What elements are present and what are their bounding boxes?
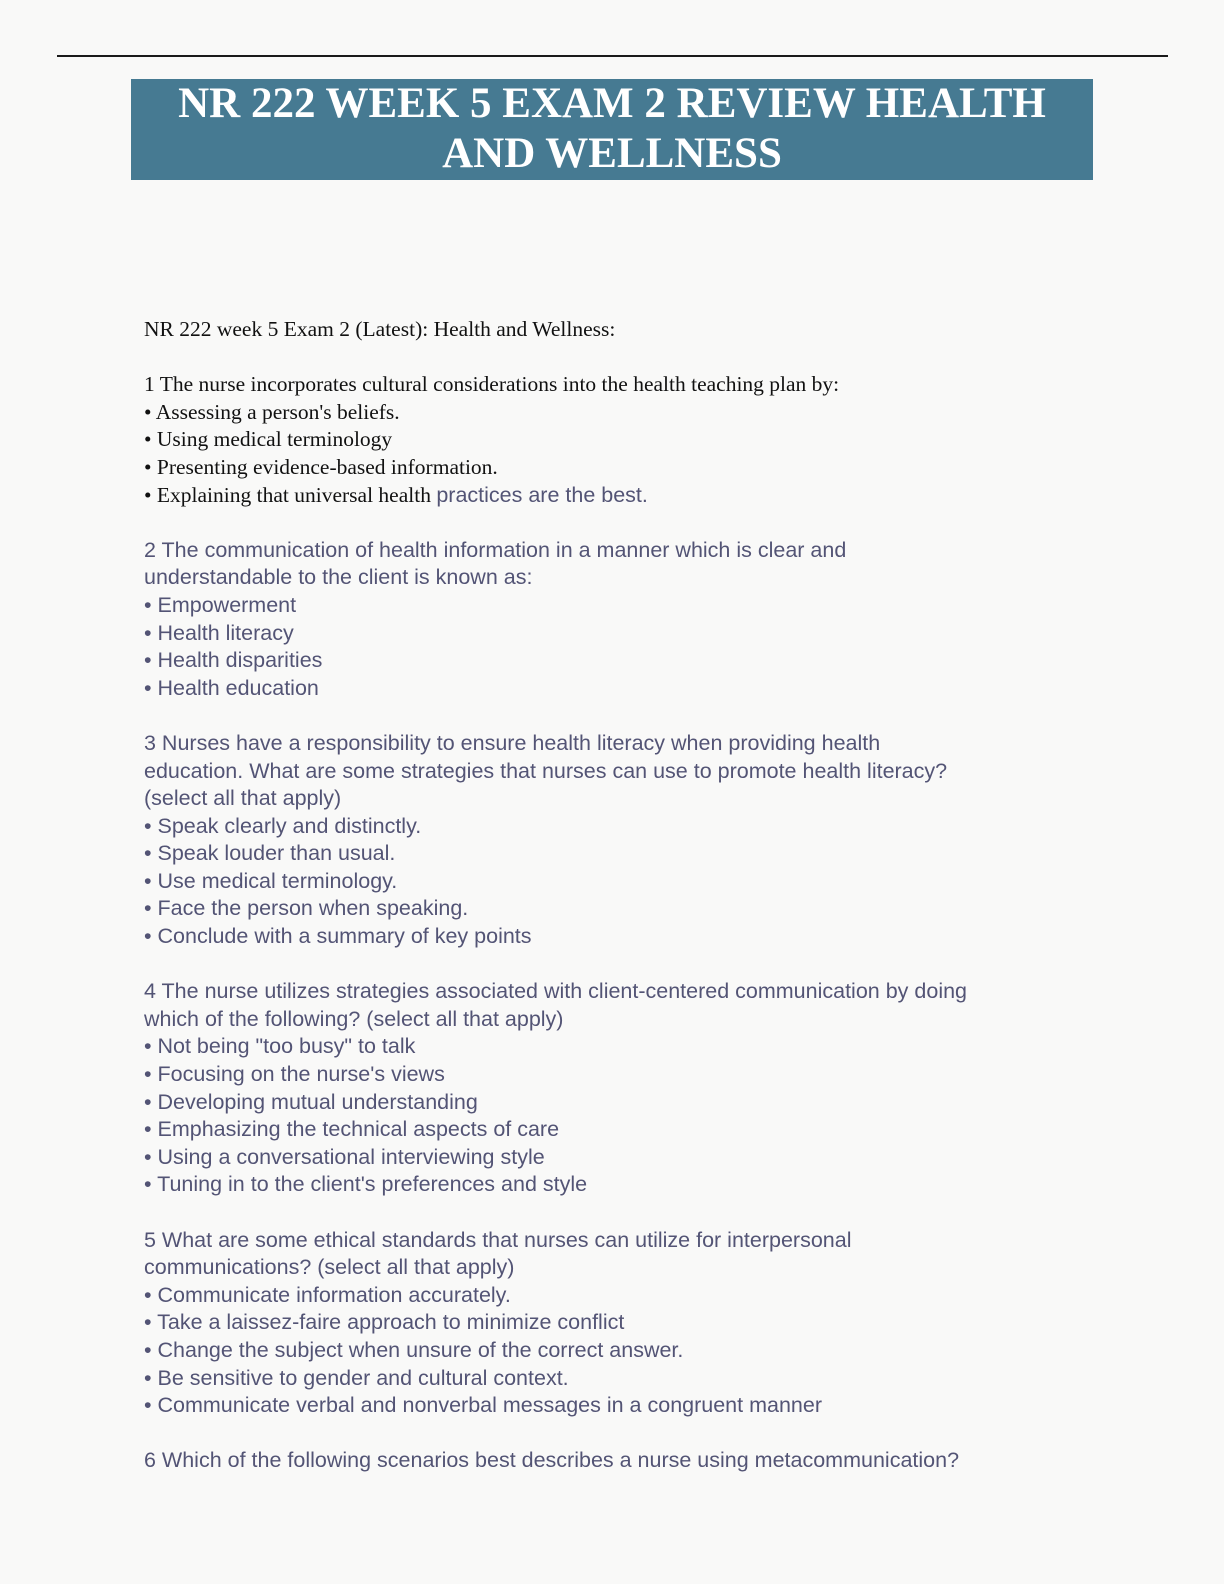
question-3-option: • Speak louder than usual. [144, 841, 396, 866]
question-2-option: • Empowerment [144, 592, 297, 617]
question-3-option: • Use medical terminology. [144, 868, 398, 893]
question-5-text: communications? (select all that apply) [144, 1255, 515, 1280]
question-1-text: 1 The nurse incorporates cultural considerations into the health teaching plan by: [144, 372, 840, 397]
question-2-text: understandable to the client is known as: [144, 565, 533, 590]
question-3-option: • Speak clearly and distinctly. [144, 813, 422, 838]
spacer [144, 509, 1144, 537]
question-6-text: 6 Which of the following scenarios best describes a nurse using metacommunication? [144, 1448, 960, 1473]
question-3-text: 3 Nurses have a responsibility to ensure health literacy when providing health [144, 730, 881, 755]
question-3-option: • Face the person when speaking. [144, 896, 469, 921]
spacer [144, 1199, 1144, 1227]
header-rule [57, 55, 1168, 57]
title-banner [131, 79, 1093, 180]
question-3-text: education. What are some strategies that nurses can use to promote health literacy? [144, 758, 948, 783]
question-2-text: 2 The communication of health information in a manner which is clear and [144, 537, 847, 562]
document-intro: NR 222 week 5 Exam 2 (Latest): Health and Wellness: [144, 317, 616, 341]
question-1-option: • Using medical terminology [144, 427, 393, 452]
question-4-option: • Emphasizing the technical aspects of care [144, 1117, 560, 1142]
question-2-option: • Health education [144, 675, 319, 700]
page-title-line-1: NR 222 WEEK 5 EXAM 2 REVIEW HEALTH [178, 80, 1046, 127]
question-3-option: • Conclude with a summary of key points [144, 924, 532, 949]
document-body [144, 316, 1144, 1475]
question-1-option: • Assessing a person's beliefs. [144, 399, 400, 424]
question-5-option: • Communicate information accurately. [144, 1282, 511, 1307]
question-4-option: • Developing mutual understanding [144, 1089, 478, 1114]
question-2-option: • Health disparities [144, 648, 323, 673]
question-4-option: • Using a conversational interviewing style [144, 1144, 545, 1169]
question-1-option [144, 482, 1144, 510]
question-4-option: • Not being "too busy" to talk [144, 1034, 416, 1059]
question-3-text: (select all that apply) [144, 786, 342, 811]
question-1-option-part-1: • Explaining that universal health [144, 482, 437, 507]
question-1-option: • Presenting evidence-based information. [144, 454, 498, 479]
question-2-option: • Health literacy [144, 620, 294, 645]
spacer [144, 951, 1144, 979]
question-5-option: • Take a laissez-faire approach to minimize conflict [144, 1310, 625, 1335]
question-1-option-part-2: practices are the best. [436, 482, 648, 507]
spacer [144, 1420, 1144, 1448]
question-4-option: • Tuning in to the client's preferences and style [144, 1172, 588, 1197]
question-5-option: • Communicate verbal and nonverbal messages in a congruent manner [144, 1393, 822, 1418]
question-4-text: 4 The nurse utilizes strategies associated with client-centered communication by doing [144, 979, 968, 1004]
spacer [144, 344, 1144, 372]
spacer [144, 702, 1144, 730]
question-4-option: • Focusing on the nurse's views [144, 1062, 445, 1087]
question-5-option: • Be sensitive to gender and cultural context. [144, 1365, 569, 1390]
question-4-text: which of the following? (select all that apply) [144, 1006, 564, 1031]
page-title-line-2: AND WELLNESS [442, 130, 782, 177]
question-5-option: • Change the subject when unsure of the correct answer. [144, 1337, 684, 1362]
question-5-text: 5 What are some ethical standards that nurses can utilize for interpersonal [144, 1227, 852, 1252]
